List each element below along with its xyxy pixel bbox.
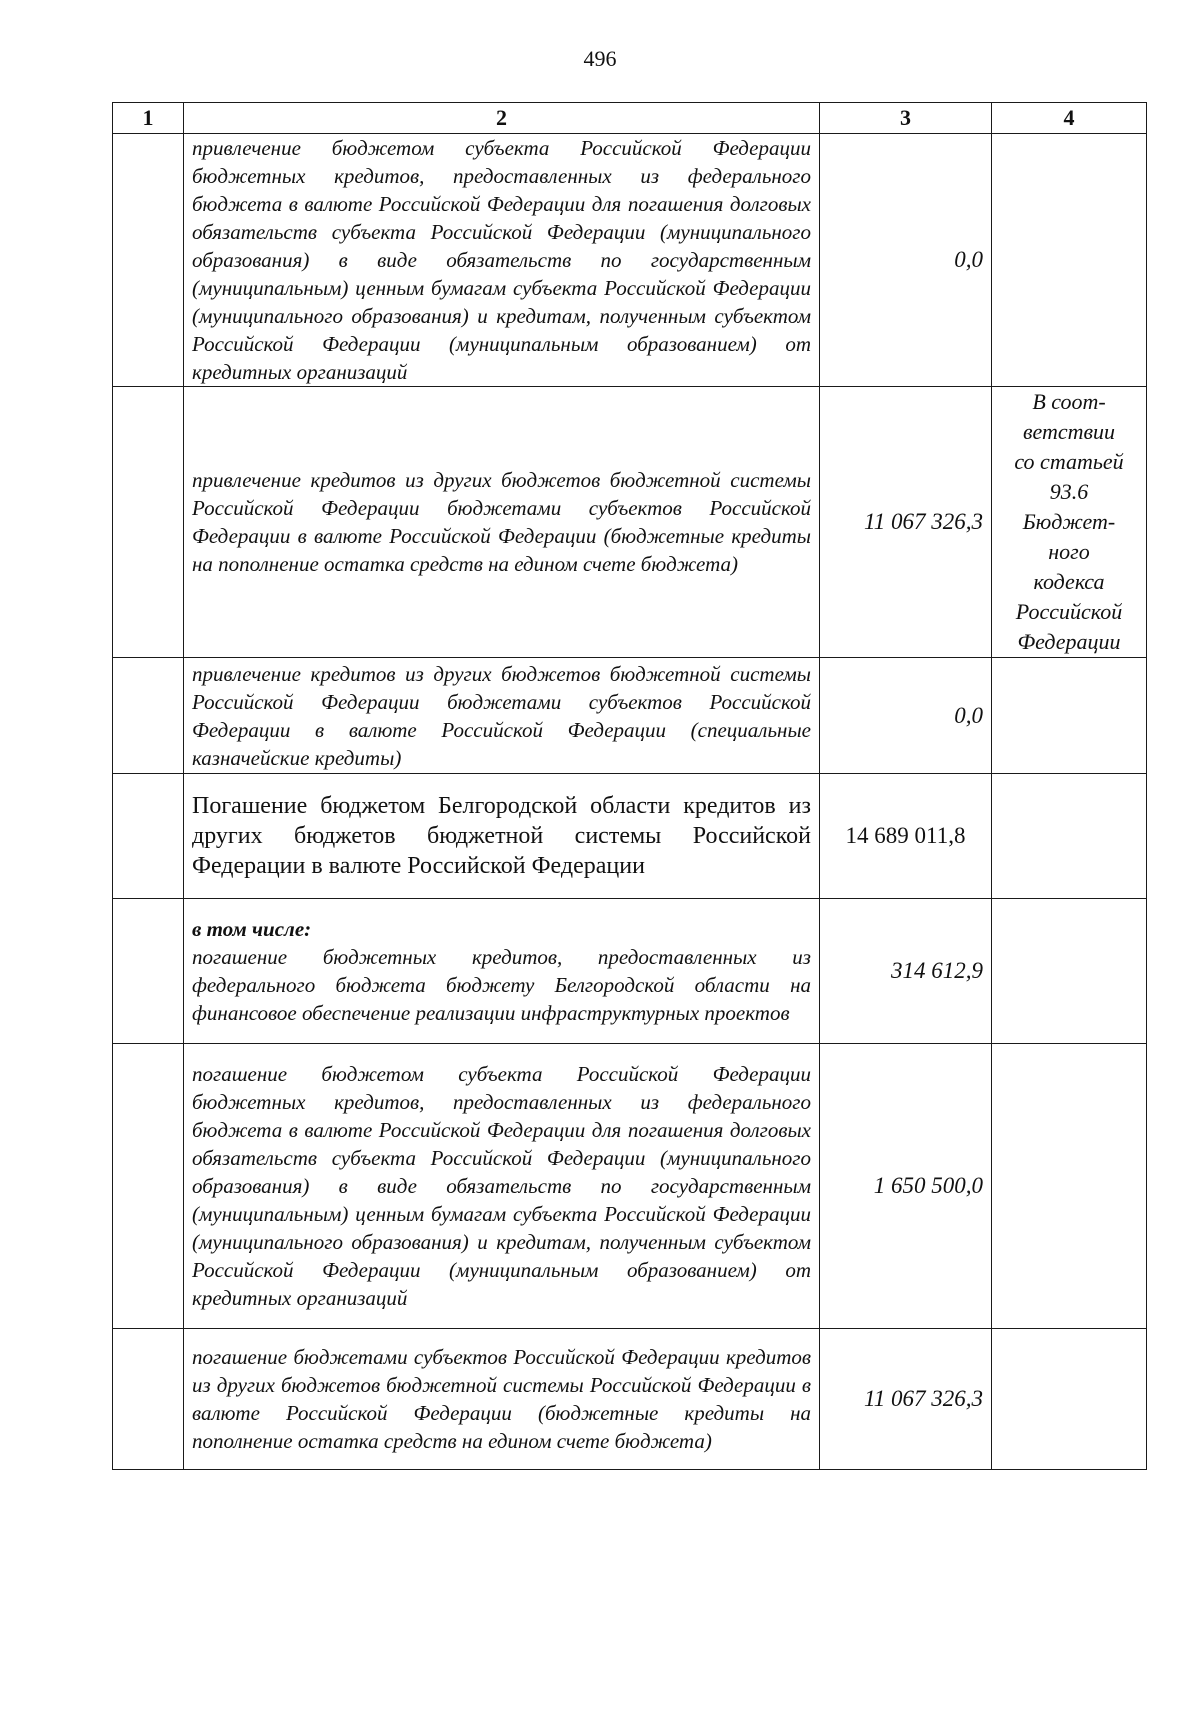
row-description-prefix: в том числе: — [192, 917, 312, 941]
row-amount-cell: 0,0 — [820, 658, 992, 774]
budget-sources-table — [112, 102, 1147, 1470]
row-note-cell — [992, 1329, 1147, 1470]
table-header-row — [113, 103, 1147, 134]
row-code-cell — [113, 899, 184, 1044]
row-code-cell — [113, 134, 184, 387]
page-number: 496 — [583, 46, 617, 71]
table-row — [113, 899, 1147, 1044]
row-note-cell — [992, 774, 1147, 899]
row-description-text: погашение бюджетных кредитов, предоставленных из федерального бюджета бюджету Белгородской области на финансовое обеспечение реализации инфраструктурных проектов — [192, 945, 811, 1025]
row-note-cell — [992, 1044, 1147, 1329]
row-code-cell — [113, 774, 184, 899]
column-header-3: 3 — [820, 103, 992, 134]
table-row — [113, 387, 1147, 658]
row-note-cell — [992, 134, 1147, 387]
row-note-cell: В соот- ветствии со статьей 93.6 Бюджет- ного кодекса Российской Федерации — [992, 387, 1147, 658]
row-description-cell: привлечение кредитов из других бюджетов бюджетной системы Российской Федерации бюджетами субъектов Российской Федерации в валюте Российской Федерации (специальные казначейские кредиты) — [184, 658, 820, 774]
row-amount-cell: 314 612,9 — [820, 899, 992, 1044]
row-amount-cell: 0,0 — [820, 134, 992, 387]
row-code-cell — [113, 387, 184, 658]
row-amount-cell: 1 650 500,0 — [820, 1044, 992, 1329]
table-row — [113, 1044, 1147, 1329]
row-amount-cell: 11 067 326,3 — [820, 1329, 992, 1470]
row-note-cell — [992, 658, 1147, 774]
table-row — [113, 658, 1147, 774]
row-description-cell: погашение бюджетом субъекта Российской Федерации бюджетных кредитов, предоставленных из федерального бюджета в валюте Российской Федерации для погашения долговых обязательств субъекта Российской Федерации (муниципального образования) в виде обязательств по государственным (муниципальным) ценным бумагам субъекта Российской Федерации (муниципального образования) и кредитам, полученным субъектом Российской Федерации (муниципальным образованием) от кредитных организаций — [184, 1044, 820, 1329]
table-row — [113, 774, 1147, 899]
column-header-1: 1 — [113, 103, 184, 134]
row-code-cell — [113, 1044, 184, 1329]
table-row — [113, 1329, 1147, 1470]
table-row — [113, 134, 1147, 387]
column-header-2: 2 — [184, 103, 820, 134]
row-code-cell — [113, 658, 184, 774]
row-amount-cell: 11 067 326,3 — [820, 387, 992, 658]
row-note-cell — [992, 899, 1147, 1044]
column-header-4: 4 — [992, 103, 1147, 134]
row-description-cell: погашение бюджетами субъектов Российской Федерации кредитов из других бюджетов бюджетной системы Российской Федерации в валюте Российской Федерации (бюджетные кредиты на пополнение остатка средств на едином счете бюджета) — [184, 1329, 820, 1470]
row-description-cell: Погашение бюджетом Белгородской области кредитов из других бюджетов бюджетной системы Российской Федерации в валюте Российской Федерации — [184, 774, 820, 899]
row-description-cell: привлечение кредитов из других бюджетов бюджетной системы Российской Федерации бюджетами субъектов Российской Федерации в валюте Российской Федерации (бюджетные кредиты на пополнение остатка средств на едином счете бюджета) — [184, 387, 820, 658]
row-code-cell — [113, 1329, 184, 1470]
row-amount-cell: 14 689 011,8 — [820, 774, 992, 899]
row-description-cell — [184, 899, 820, 1044]
row-description-cell: привлечение бюджетом субъекта Российской Федерации бюджетных кредитов, предоставленных из федерального бюджета в валюте Российской Федерации для погашения долговых обязательств субъекта Российской Федерации (муниципального образования) в виде обязательств по государственным (муниципальным) ценным бумагам субъекта Российской Федерации (муниципального образования) и кредитам, полученным субъектом Российской Федерации (муниципальным образованием) от кредитных организаций — [184, 134, 820, 387]
